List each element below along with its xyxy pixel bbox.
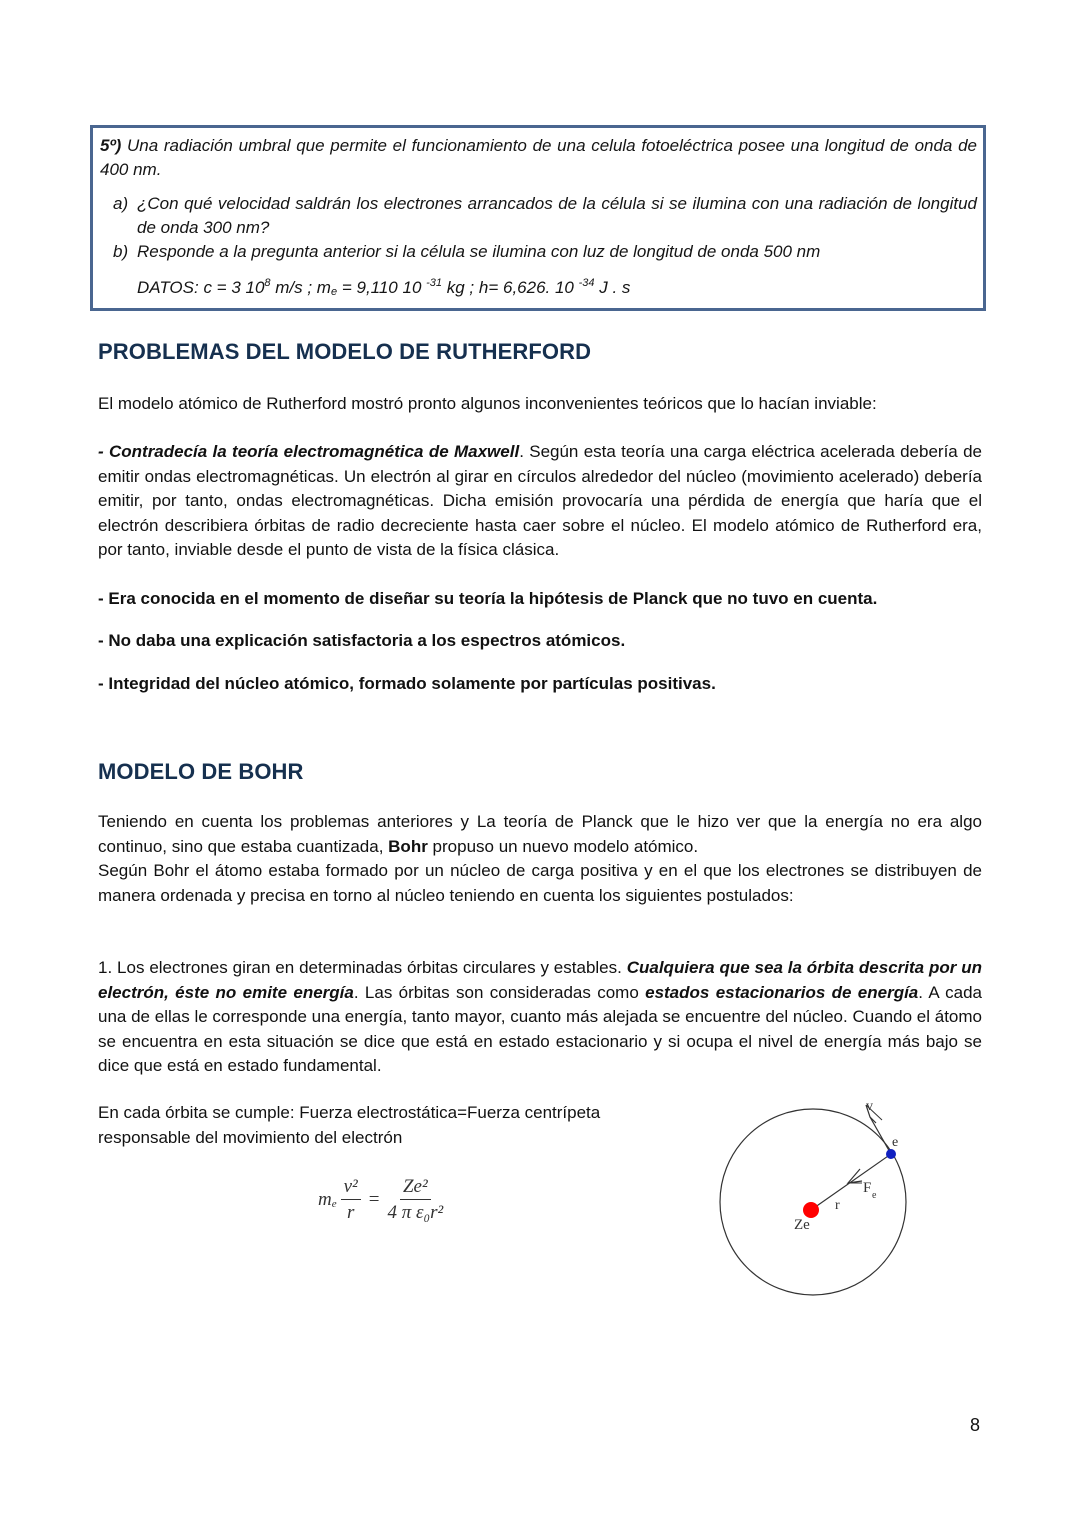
datos-exp: -31 xyxy=(426,277,443,289)
bohr-heading: MODELO DE BOHR xyxy=(98,759,304,784)
datos-text: J . s xyxy=(594,278,631,297)
label-e: e xyxy=(892,1135,899,1150)
denominator: r xyxy=(346,1202,355,1223)
label-r: r xyxy=(835,1198,840,1213)
bohr-postulate-1 xyxy=(98,956,982,1079)
datos-exp: -34 xyxy=(578,277,595,289)
emphasis-text: Cualquiera que sea la órbita descrita por un electrón, éste no emite energía xyxy=(98,958,982,1002)
datos-text: kg ; h= 6,626. 10 xyxy=(442,278,579,297)
equals-sign: = xyxy=(368,1189,380,1210)
exercise-data xyxy=(137,276,977,300)
rutherford-point-1 xyxy=(98,440,982,563)
label-v: v xyxy=(866,1099,873,1114)
rutherford-point-4: - Integridad del núcleo atómico, formado solamente por partículas positivas. xyxy=(98,674,716,693)
formula-rhs-fraction xyxy=(387,1176,443,1224)
formula-m: m xyxy=(318,1189,332,1210)
text: 1. Los electrones giran en determinadas órbitas circulares y estables. xyxy=(98,958,627,977)
point-lead: - Contradecía la teoría electromagnética de Maxwell xyxy=(98,442,520,461)
formula-lhs-fraction xyxy=(341,1176,361,1224)
text: Teniendo en cuenta los problemas anteriores y La teoría de Planck que le hizo ver que la energía no era algo continuo, sino que estaba cuantizada, xyxy=(98,812,982,856)
item-text: ¿Con qué velocidad saldrán los electrones arrancados de la célula si se ilumina con una radiación de longitud de onda 300 nm? xyxy=(137,194,977,237)
bohr-paragraph-2: Según Bohr el átomo estaba formado por un núcleo de carga positiva y en el que los electrones se distribuyen de manera ordenada y precisa en torno al núcleo teniendo en cuenta los siguientes postulados: xyxy=(98,861,982,905)
bohr-atom-diagram xyxy=(712,1090,932,1310)
item-label: a) xyxy=(113,194,129,213)
exercise-item-b xyxy=(100,240,977,264)
text: . Las órbitas son consideradas como xyxy=(353,982,646,1002)
label-fe: F xyxy=(863,1180,872,1196)
item-label: b) xyxy=(113,242,129,261)
point-body: . Según esta teoría una carga eléctrica acelerada debería de emitir ondas electromagnéticas. Un electrón al girar en círculos alrededor del núcleo (movimiento acelerado) debería emitir, por tanto, ondas electromagnéticas. Dicha emisión provocaría una pérdida de energía que haría que el electrón describiera órbitas de radio decreciente hasta caer sobre el núcleo. El modelo atómico de Rutherford era, por tanto, inviable desde el punto de vista de la física clásica. xyxy=(98,442,982,559)
rutherford-intro: El modelo atómico de Rutherford mostró pronto algunos inconvenientes teóricos que lo hacían inviable: xyxy=(98,394,877,413)
exercise-item-a xyxy=(100,192,977,240)
formula-sub: e xyxy=(331,1198,337,1210)
text: propuso un nuevo modelo atómico. xyxy=(427,836,699,856)
orbit-condition-text: En cada órbita se cumple: Fuerza electrostática=Fuerza centrípeta responsable del movimiento del electrón xyxy=(98,1103,601,1147)
exercise-box xyxy=(90,125,986,311)
numerator: Ze² xyxy=(400,1176,431,1200)
text: . A cada una de ellas le corresponde una energía, tanto mayor, cuanto más alejada se encuentre del núcleo. Cuando el átomo se encuentra en esta situación se dice que está en estado estacionario y si ocupa el nivel de energía más bajo se dice que está en estado fundamental. xyxy=(98,982,982,1075)
rutherford-heading: PROBLEMAS DEL MODELO DE RUTHERFORD xyxy=(98,339,592,364)
datos-text: m/s ; m xyxy=(270,278,331,297)
rutherford-point-2: - Era conocida en el momento de diseñar su teoría la hipótesis de Planck que no tuvo en cuenta. xyxy=(98,589,878,608)
orbit-diagram-icon xyxy=(712,1090,932,1310)
numerator: v² xyxy=(341,1176,361,1200)
datos-sub: e xyxy=(330,286,338,298)
exercise-items xyxy=(100,192,977,264)
electron xyxy=(886,1149,896,1159)
item-text: Responde a la pregunta anterior si la célula se ilumina con luz de longitud de onda 500 nm xyxy=(137,242,821,261)
datos-text: = 9,110 10 xyxy=(337,278,427,297)
exercise-intro xyxy=(100,134,977,182)
rutherford-point-3: - No daba una explicación satisfactoria a los espectros atómicos. xyxy=(98,631,626,650)
exercise-intro-text: Una radiación umbral que permite el funcionamiento de una celula fotoeléctrica posee una longitud de onda de 400 nm. xyxy=(100,136,977,179)
page-number: 8 xyxy=(970,1415,981,1435)
label-fe-sub: e xyxy=(872,1190,877,1201)
bold-text: Bohr xyxy=(388,836,428,856)
force-balance-formula xyxy=(318,1176,447,1224)
denominator: 4 π ε₀r² xyxy=(387,1202,444,1223)
datos-exp: 8 xyxy=(264,277,271,289)
formula-mass xyxy=(318,1189,337,1211)
label-nucleus: Ze xyxy=(794,1217,810,1233)
nucleus xyxy=(803,1202,819,1218)
emphasis-text: estados estacionarios de energía xyxy=(645,982,919,1002)
datos-text: DATOS: c = 3 10 xyxy=(137,278,265,297)
exercise-number: 5º) xyxy=(100,136,122,155)
bohr-paragraph-1 xyxy=(98,810,982,908)
